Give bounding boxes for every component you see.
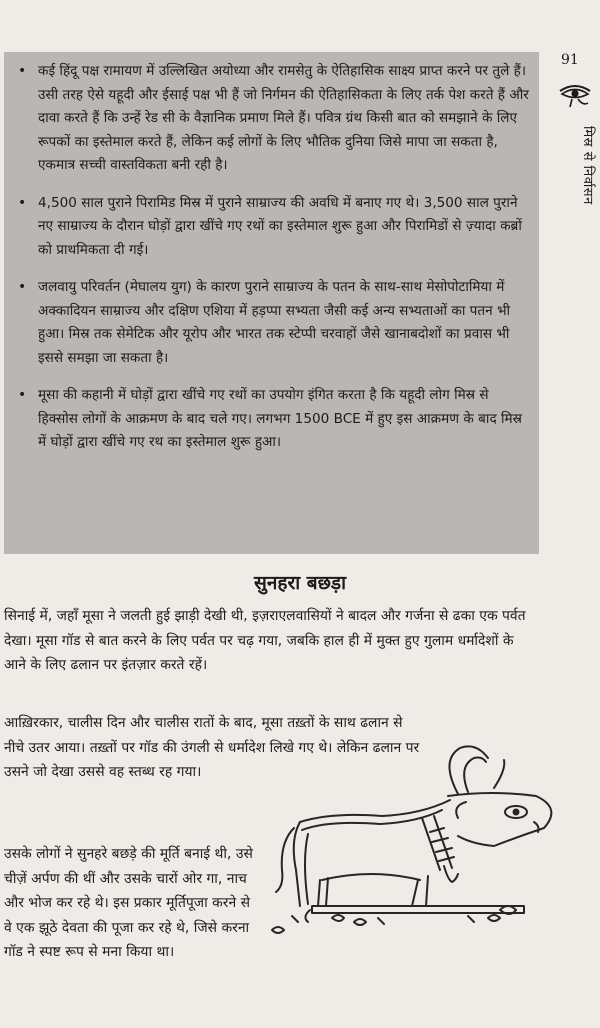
body-paragraph: आख़िरकार, चालीस दिन और चालीस रातों के बाद, मूसा तख़्तों के साथ ढलान से नीचे उतर आया। तख़्तों पर गॉड की उंगली से धर्मादेश लिखे गए थे। लेकिन ढलान पर उसने जो देखा उससे वह स्तब्ध रह गया। — [4, 715, 420, 780]
bullet-icon: • — [18, 387, 27, 403]
bullet-item — [14, 276, 532, 370]
body-paragraph: उसके लोगों ने सुनहरे बछड़े की मूर्ति बनाई थी, उसे चीज़ें अर्पण की थीं और उसके चारों ओर गा, नाच और भोज कर रहे थे। इस प्रकार मूर्तिपूजा करने से वे एक झूठे देवता की पूजा कर रहे थे, जिसे करना गॉड ने स्पष्ट रूप से मना किया था। — [4, 846, 253, 960]
bullet-icon: • — [18, 194, 27, 211]
bullet-text: कई हिंदू पक्ष रामायण में उल्लिखित अयोध्या और रामसेतु के ऐतिहासिक साक्ष्य प्राप्त करने पर तुले हैं। उसी तरह ऐसे यहूदी और ईसाई पक्ष भी हैं जो निर्गमन की ऐतिहासिकता के लिए तर्क पेश करते हैं और दावा करते हैं कि उन्हें रेड सी के वैज्ञानिक प्रमाण मिले हैं। पवित्र ग्रंथ किसी बात को समझाने के लिए रूपकों का इस्तेमाल करते हैं, लेकिन कई लोगों के लिए भौतिक दुनिया जिसे मापा जा सकता है, एकमात्र सच्ची वास्तविकता बनी रही है। — [38, 63, 529, 173]
bullet-icon: • — [18, 63, 27, 79]
eye-of-horus-icon — [557, 82, 593, 108]
bullet-icon: • — [18, 279, 27, 295]
golden-calf-illustration — [262, 730, 562, 966]
bullet-item — [14, 384, 532, 455]
bullet-text: जलवायु परिवर्तन (मेघालय युग) के कारण पुराने साम्राज्य के पतन के साथ-साथ मेसोपोटामिया में अक्कादियन साम्राज्य और दक्षिण एशिया में हड़प्पा सभ्यता जैसी कई अन्य सभ्यताओं का पतन भी हुआ। मिस्र तक सेमेटिक और यूरोप और भारत तक स्टेप्पी चरवाहों जैसे खानाबदोशों का प्रवास भी इससे समझा जा सकता है। — [38, 279, 511, 366]
bullet-item — [14, 60, 532, 178]
bullet-text: 4,500 साल पुराने पिरामिड मिस्र में पुराने साम्राज्य की अवधि में बनाए गए थे। 3,500 साल पुराने नए साम्राज्य के दौरान घोड़ों द्वारा खींचे गए रथों का इस्तेमाल शुरू हुआ और पिरामिडों से ज़्यादा कब्रों को प्राथमिकता दी गई। — [38, 194, 522, 258]
bullet-item — [14, 192, 532, 263]
running-header: मिस्र से निर्वासन — [580, 126, 595, 205]
section-title: सुनहरा बछड़ा — [253, 572, 347, 594]
info-box-bullets — [14, 60, 532, 469]
body-paragraph: सिनाई में, जहाँ मूसा ने जलती हुई झाड़ी देखी थी, इज़राएलवासियों ने बादल और गर्जना से ढका एक पर्वत देखा। मूसा गॉड से बात करने के लिए पर्वत पर चढ़ गया, जबकि हाल ही में मुक्त हुए गुलाम धर्मादेशों के आने के लिए ढलान पर इंतज़ार करते रहें। — [4, 608, 526, 673]
bullet-text: मूसा की कहानी में घोड़ों द्वारा खींचे गए रथों का उपयोग इंगित करता है कि यहूदी लोग मिस्र से हिक्सोस लोगों के आक्रमण के बाद चले गए। लगभग 1500 BCE में हुए इस आक्रमण के बाद मिस्र में घोड़ों द्वारा खींचे गए रथ का इस्तेमाल शुरू हुआ। — [38, 387, 522, 450]
page-number: 91 — [561, 52, 579, 68]
